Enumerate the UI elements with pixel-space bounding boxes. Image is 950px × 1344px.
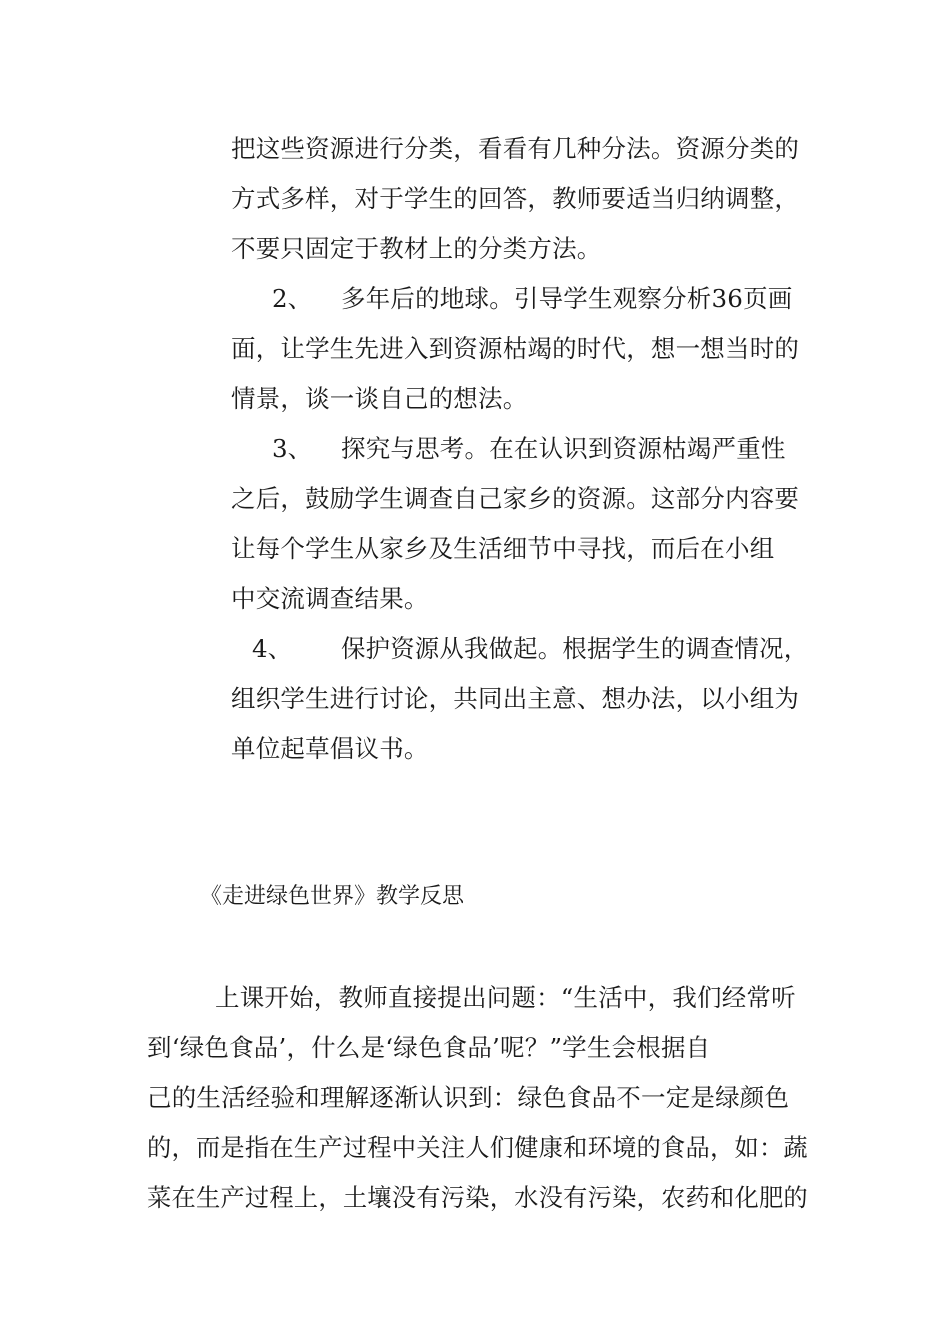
list-item-line: 多年后的地球。引导学生观察分析36页画 [341,284,793,313]
list-item-number: 4、 [252,634,293,663]
section-title: 《走进绿色世界》教学反思 [200,884,465,909]
paragraph-line: 菜在生产过程上，土壤没有污染，水没有污染，农药和化肥的 [147,1183,808,1212]
list-item-line: 之后，鼓励学生调查自己家乡的资源。这部分内容要 [231,484,800,513]
paragraph-line: 到‘绿色食品’，什么是‘绿色食品’呢？”学生会根据自 [147,1033,711,1062]
paragraph-line: 的，而是指在生产过程中关注人们健康和环境的食品，如：蔬 [147,1133,808,1162]
paragraph-line: 把这些资源进行分类，看看有几种分法。资源分类的 [231,134,800,163]
paragraph-line: 己的生活经验和理解逐渐认识到：绿色食品不一定是绿颜色 [147,1083,790,1112]
list-item-line: 组织学生进行讨论，共同出主意、想办法，以小组为 [231,684,800,713]
list-item-line: 单位起草倡议书。 [231,734,429,763]
list-item-line: 中交流调查结果。 [231,584,429,613]
list-item-line: 情景，谈一谈自己的想法。 [231,384,528,413]
list-item-line: 探究与思考。在在认识到资源枯竭严重性 [341,434,786,463]
paragraph-line: 方式多样，对于学生的回答，教师要适当归纳调整， [231,184,800,213]
list-item-line: 保护资源从我做起。根据学生的调查情况， [341,634,809,663]
list-item-line: 面，让学生先进入到资源枯竭的时代，想一想当时的 [231,334,800,363]
list-item-number: 3、 [272,434,313,463]
list-item-line: 让每个学生从家乡及生活细节中寻找，而后在小组 [231,534,775,563]
paragraph-line: 不要只固定于教材上的分类方法。 [231,234,602,263]
list-item-number: 2、 [272,284,313,313]
paragraph-line: 上课开始，教师直接提出问题：“生活中，我们经常听 [215,983,796,1012]
